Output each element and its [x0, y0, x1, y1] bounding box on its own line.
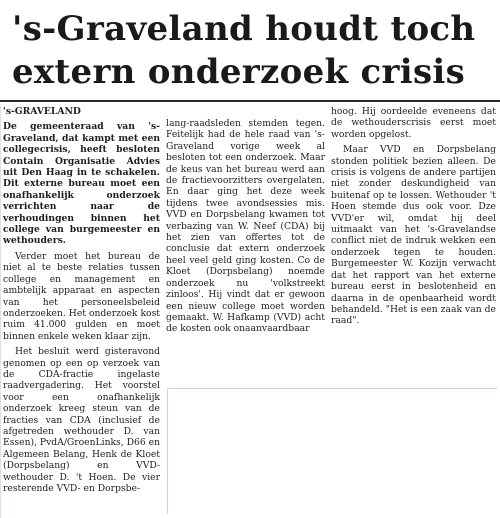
headline-rule [0, 100, 500, 102]
dateline: 's-GRAVELAND [3, 106, 81, 117]
scan-border-line [0, 106, 1, 518]
body-paragraph: hoog. Hij oordeelde eveneens dat de wethouderscrisis eerst moet worden opgelost. [331, 106, 496, 140]
lead-paragraph: De gemeenteraad van 's-Graveland, dat kampt met een collegecrisis, heeft besloten Contain Organisatie Advies uit Den Haag in te schakelen. Dit externe bureau moet een onafhankelijk onderzoek verrichten naar de verhoudingen binnen het college van burgemeester en wethouders. [3, 121, 160, 247]
article-column-2 [166, 118, 325, 339]
scan-selection-frame [167, 388, 497, 514]
article-column-1 [3, 106, 160, 498]
article-column-3 [331, 106, 496, 331]
headline-line-1: 's-Graveland houdt toch [12, 9, 476, 49]
body-paragraph: lang-raadsleden stemden tegen. Feitelijk had de hele raad van 's-Graveland vorige week al besloten tot een onderzoek. Maar de keus van het bureau werd aan de fractievoorzitters overgelaten. En daar ging het deze week tijdens twee avondsessies mis. VVD en Dorpsbelang kwamen tot verbazing van W. Neef (CDA) bij het zien van offertes tot de conclusie dat extern onderzoek heel veel geld ging kosten. Co de Kloet (Dorpsbelang) noemde onderzoek nu 'volkstreekt zinloos'. Hij vindt dat er gewoon een nieuw college moet worden gemaakt. W. Hafkamp (VVD) acht de kosten ook onaanvaardbaar [166, 118, 325, 335]
body-paragraph: Maar VVD en Dorpsbelang stonden politiek bezien alleen. De crisis is volgens de andere partijen niet zonder deskundigheid van buitenaf op te lossen. Wethouder 't Hoen stemde dus ook voor. Dze VVD'er wil, omdat hij deel uitmaakt van het 's-Gravelandse conflict niet de indruk wekken een onderzoek tegen te houden. Burgemeester W. Kozijn verwacht dat het rapport van het externe bureau eerst in beslotenheid en daarna in de openbaarheid wordt behandeld. "Het is een zaak van de raad". [331, 144, 496, 327]
body-paragraph: Het besluit werd gisteravond genomen op een op verzoek van de CDA-fractie ingelaste raadvergadering. Het voorstel voor een onafhankelijk onderzoek kreeg steun van de fracties van CDA (inclusief de afgetreden wethouder D. van Essen), PvdA/GroenLinks, D66 en Algemeen Belang, Henk de Kloet (Dorpsbelang) en VVD-wethouder D. 't Hoen. De vier resterende VVD- en Dorpsbe- [3, 346, 160, 494]
headline [12, 8, 500, 94]
headline-line-2: extern onderzoek crisis [12, 52, 466, 92]
body-paragraph: Verder moet het bureau de niet al te beste relaties tussen college en management en ambtelijk apparaat en aspecten van het personeelsbeleid onderzoeken. Het onderzoek kost ruim 41.000 gulden en moet binnen enkele weken klaar zijn. [3, 250, 160, 342]
